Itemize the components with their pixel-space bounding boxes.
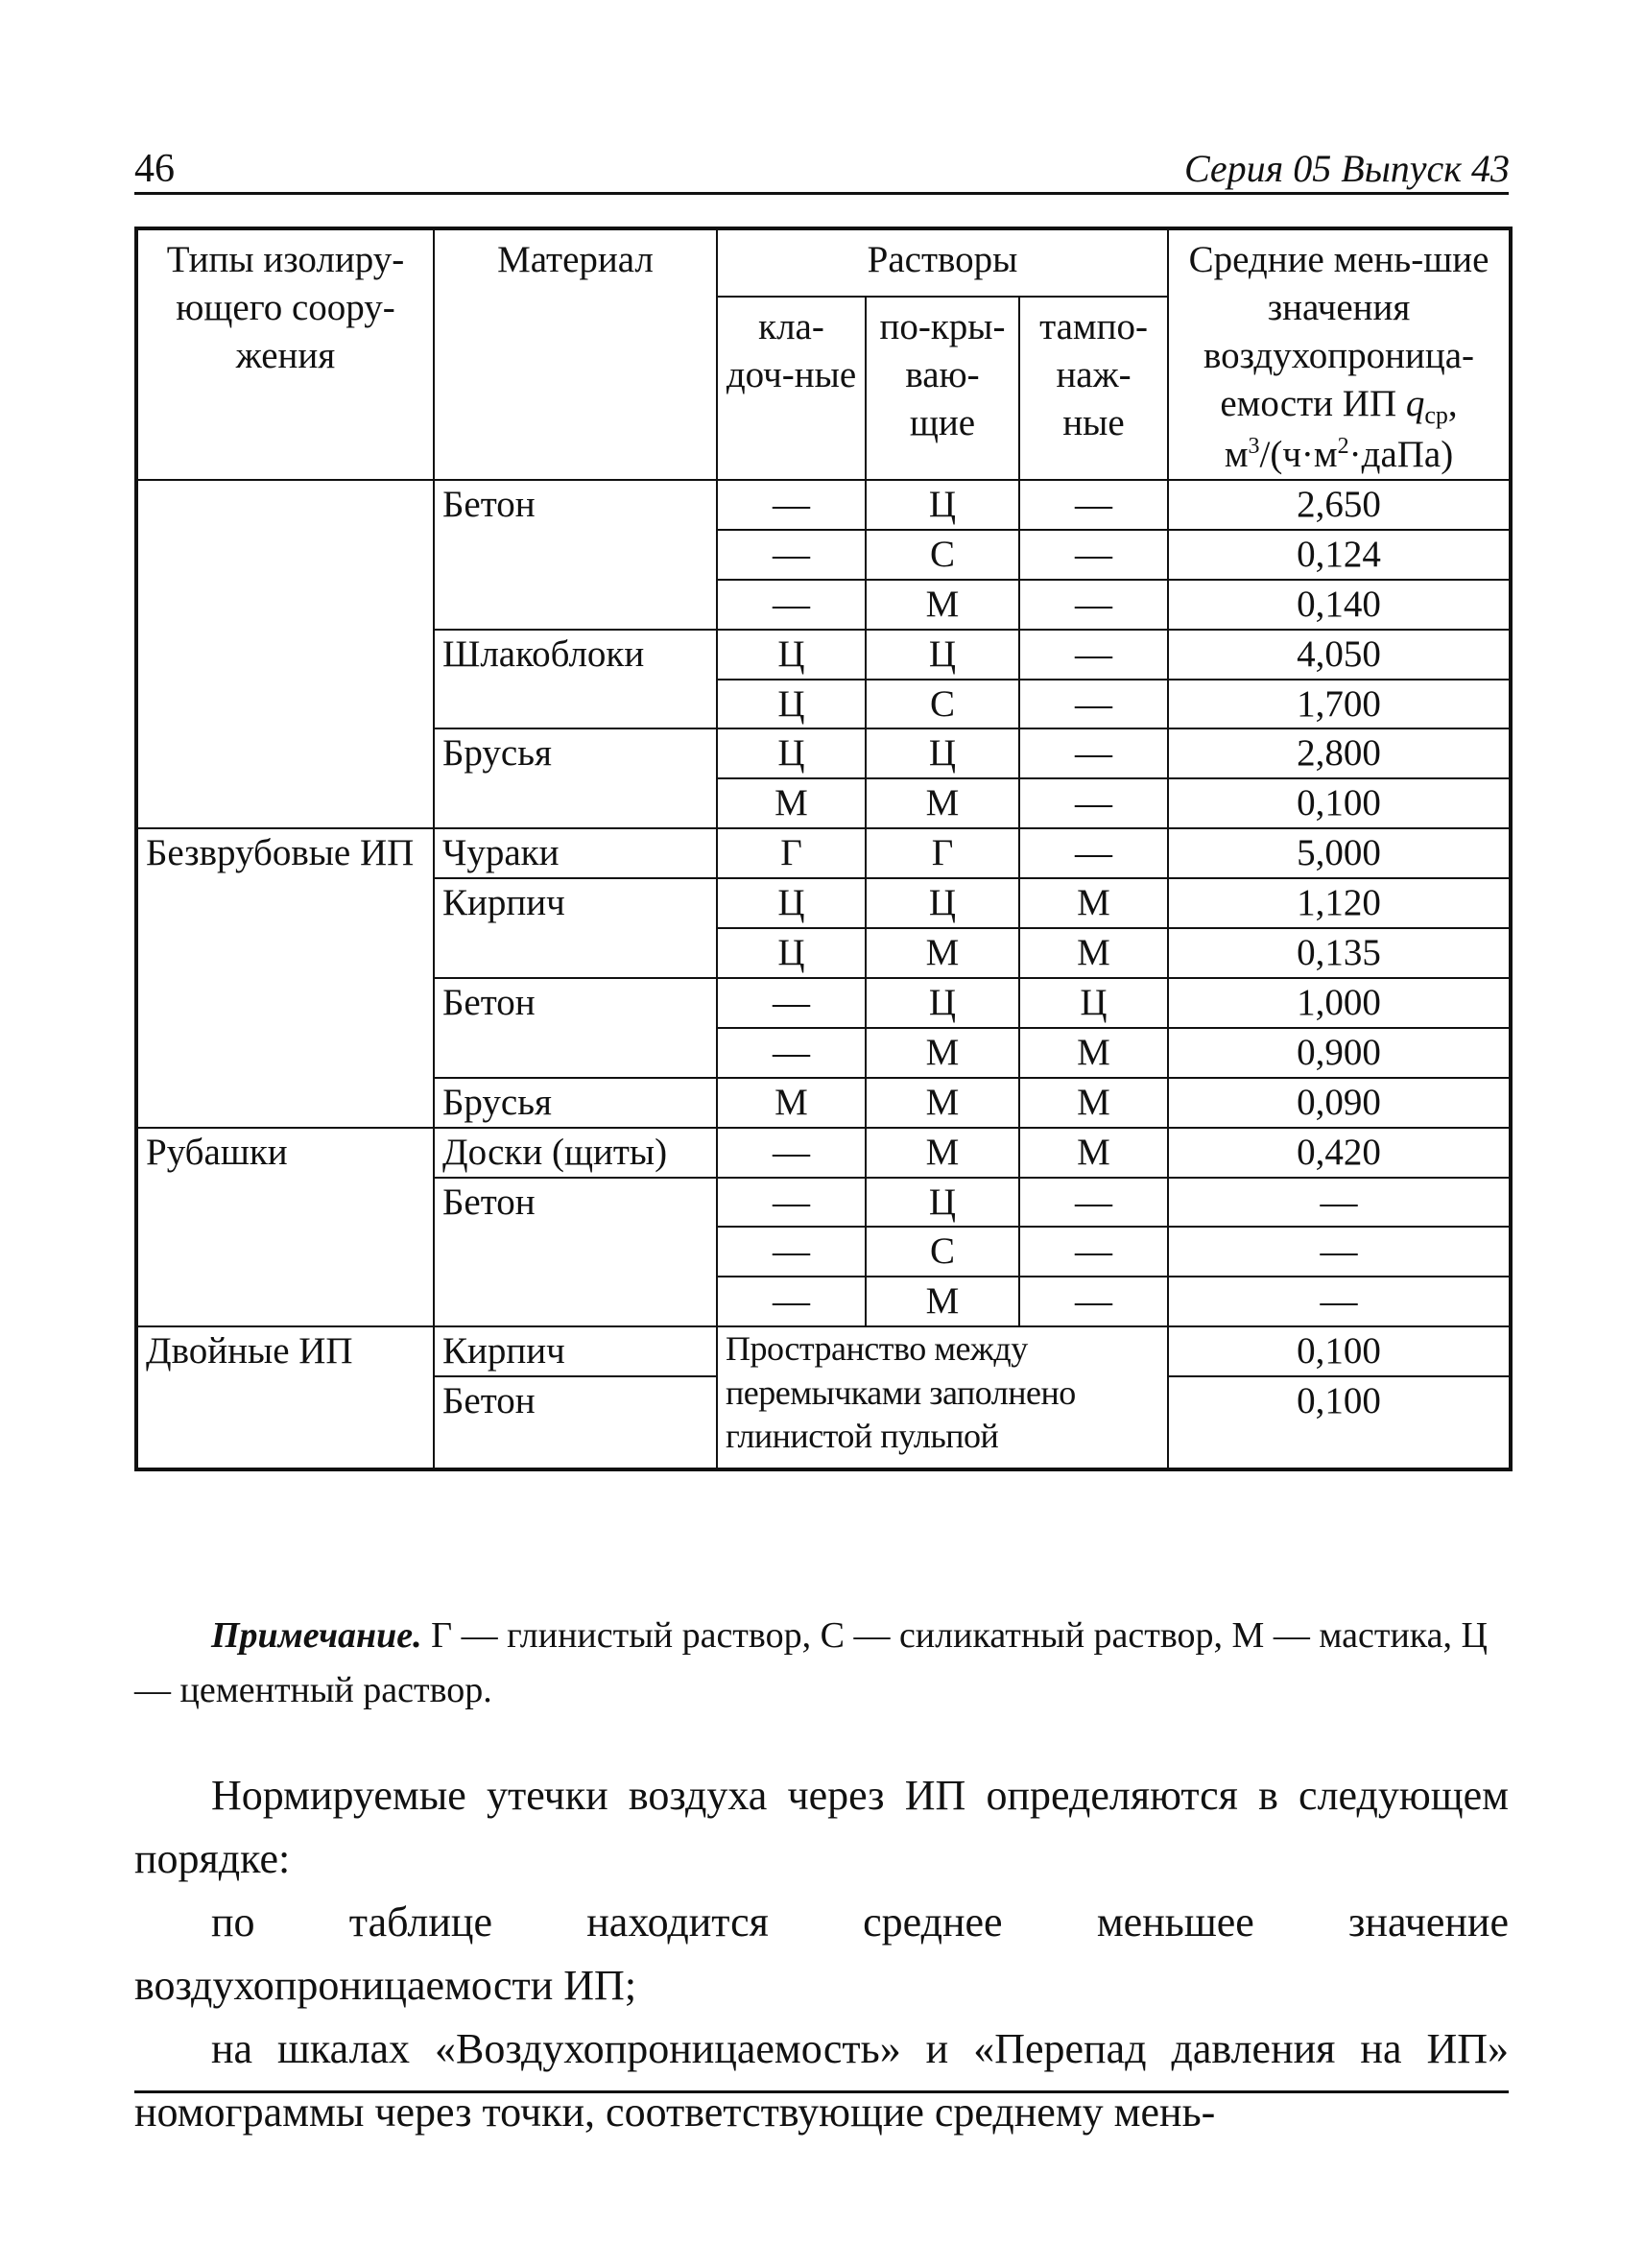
table-row <box>136 828 1511 878</box>
group-cell: Рубашки <box>136 1128 434 1327</box>
tamping-cell: — <box>1019 778 1168 828</box>
covering-cell: Г <box>866 828 1019 878</box>
masonry-cell: — <box>717 480 866 530</box>
table-row <box>136 480 1511 530</box>
material-cell: Бетон <box>434 480 717 630</box>
group-cell: Безврубовые ИП <box>136 828 434 1127</box>
value-cell: 1,700 <box>1168 680 1511 729</box>
masonry-cell: — <box>717 1227 866 1277</box>
covering-cell: Ц <box>866 878 1019 928</box>
covering-cell: С <box>866 1227 1019 1277</box>
running-title: Серия 05 Выпуск 43 <box>1183 147 1510 190</box>
value-cell: 0,100 <box>1168 1326 1511 1376</box>
tamping-cell: Ц <box>1019 978 1168 1028</box>
masonry-cell: — <box>717 530 866 580</box>
tamping-cell: — <box>1019 1277 1168 1326</box>
value-cell: — <box>1168 1277 1511 1326</box>
header-masonry: кла-доч-ные <box>717 297 866 480</box>
tamping-cell: М <box>1019 878 1168 928</box>
material-cell: Брусья <box>434 1078 717 1128</box>
material-cell: Бетон <box>434 1376 717 1469</box>
value-cell: 0,140 <box>1168 580 1511 630</box>
tamping-cell: М <box>1019 1028 1168 1078</box>
group-cell <box>136 480 434 828</box>
covering-cell: М <box>866 1078 1019 1128</box>
double-note-cell: Пространство между перемычками заполнено глинистой пульпой <box>717 1326 1168 1469</box>
tamping-cell: — <box>1019 1178 1168 1228</box>
value-cell: 1,000 <box>1168 978 1511 1028</box>
masonry-cell: — <box>717 1178 866 1228</box>
header-covering: по-кры-ваю-щие <box>866 297 1019 480</box>
header-type: Типы изолиру-ющего соору-жения <box>136 228 434 480</box>
value-cell: 0,900 <box>1168 1028 1511 1078</box>
tamping-cell: — <box>1019 1227 1168 1277</box>
covering-cell: М <box>866 778 1019 828</box>
value-cell: 0,135 <box>1168 928 1511 978</box>
body-text <box>134 1764 1509 2144</box>
value-cell: 0,100 <box>1168 1376 1511 1469</box>
header-solutions: Растворы <box>717 228 1168 297</box>
tamping-cell: М <box>1019 1128 1168 1178</box>
header-material: Материал <box>434 228 717 480</box>
covering-cell: Ц <box>866 978 1019 1028</box>
masonry-cell: М <box>717 1078 866 1128</box>
header-rule <box>134 192 1509 195</box>
masonry-cell: Г <box>717 828 866 878</box>
tamping-cell: — <box>1019 530 1168 580</box>
covering-cell: М <box>866 580 1019 630</box>
covering-cell: С <box>866 680 1019 729</box>
value-cell: 0,090 <box>1168 1078 1511 1128</box>
table-note <box>134 1609 1509 1718</box>
masonry-cell: — <box>717 580 866 630</box>
tamping-cell: — <box>1019 680 1168 729</box>
masonry-cell: Ц <box>717 878 866 928</box>
masonry-cell: — <box>717 1277 866 1326</box>
material-cell: Чураки <box>434 828 717 878</box>
page-number: 46 <box>134 147 175 191</box>
tamping-cell: — <box>1019 828 1168 878</box>
value-cell: 5,000 <box>1168 828 1511 878</box>
header-average-units: $м^3/(ч\cdot м^2\cdot даПа)$ <box>1224 433 1454 475</box>
covering-cell: М <box>866 1277 1019 1326</box>
note-label: Примечание. <box>211 1615 422 1656</box>
table-row <box>136 1326 1511 1376</box>
value-cell: — <box>1168 1227 1511 1277</box>
masonry-cell: Ц <box>717 680 866 729</box>
header-tamping: тампо-наж-ные <box>1019 297 1168 480</box>
material-cell: Кирпич <box>434 1326 717 1376</box>
tamping-cell: — <box>1019 630 1168 680</box>
value-cell: — <box>1168 1178 1511 1228</box>
material-cell: Бетон <box>434 1178 717 1327</box>
value-cell: 0,420 <box>1168 1128 1511 1178</box>
material-cell: Шлакоблоки <box>434 630 717 729</box>
covering-cell: М <box>866 1128 1019 1178</box>
material-cell: Доски (щиты) <box>434 1128 717 1178</box>
covering-cell: М <box>866 1028 1019 1078</box>
covering-cell: Ц <box>866 1178 1019 1228</box>
group-cell: Двойные ИП <box>136 1326 434 1469</box>
value-cell: 0,100 <box>1168 778 1511 828</box>
masonry-cell: Ц <box>717 928 866 978</box>
masonry-cell: — <box>717 1128 866 1178</box>
material-cell: Бетон <box>434 978 717 1078</box>
material-cell: Кирпич <box>434 878 717 978</box>
paragraph: по таблице находится среднее меньшее значение воздухопроницаемости ИП; <box>134 1898 1509 2009</box>
masonry-cell: — <box>717 1028 866 1078</box>
masonry-cell: Ц <box>717 728 866 778</box>
covering-cell: С <box>866 530 1019 580</box>
value-cell: 2,800 <box>1168 728 1511 778</box>
header-average-subscript: ср <box>1424 400 1448 429</box>
covering-cell: Ц <box>866 630 1019 680</box>
table-row <box>136 1128 1511 1178</box>
tamping-cell: — <box>1019 480 1168 530</box>
value-cell: 2,650 <box>1168 480 1511 530</box>
material-cell: Брусья <box>434 728 717 828</box>
tamping-cell: — <box>1019 580 1168 630</box>
tamping-cell: М <box>1019 1078 1168 1128</box>
header-average-symbol: q <box>1405 382 1425 424</box>
covering-cell: Ц <box>866 480 1019 530</box>
header-average-text: Средние мень-шие значения воздухопроница-емости ИП <box>1188 239 1489 424</box>
footer-rule <box>134 2090 1509 2093</box>
covering-cell: М <box>866 928 1019 978</box>
tamping-cell: — <box>1019 728 1168 778</box>
paragraph: Нормируемые утечки воздуха через ИП определяются в следующем порядке: <box>134 1772 1509 1882</box>
masonry-cell: — <box>717 978 866 1028</box>
masonry-cell: М <box>717 778 866 828</box>
covering-cell: Ц <box>866 728 1019 778</box>
note-text: Г — глинистый раствор, С — силикатный раствор, М — мастика, Ц — цементный раствор. <box>134 1615 1488 1710</box>
air-permeability-table <box>134 227 1513 1471</box>
masonry-cell: Ц <box>717 630 866 680</box>
tamping-cell: М <box>1019 928 1168 978</box>
paragraph: на шкалах «Воздухопроницаемость» и «Перепад давления на ИП» номограммы через точки, соответствующие среднему мень- <box>134 2025 1509 2136</box>
header-average: Средние мень-шие значения воздухопроница-емости ИП $q_{ср}$, $м^3/(ч\cdot м^2\cdot даПа)$ <box>1168 228 1511 480</box>
value-cell: 4,050 <box>1168 630 1511 680</box>
value-cell: 1,120 <box>1168 878 1511 928</box>
value-cell: 0,124 <box>1168 530 1511 580</box>
